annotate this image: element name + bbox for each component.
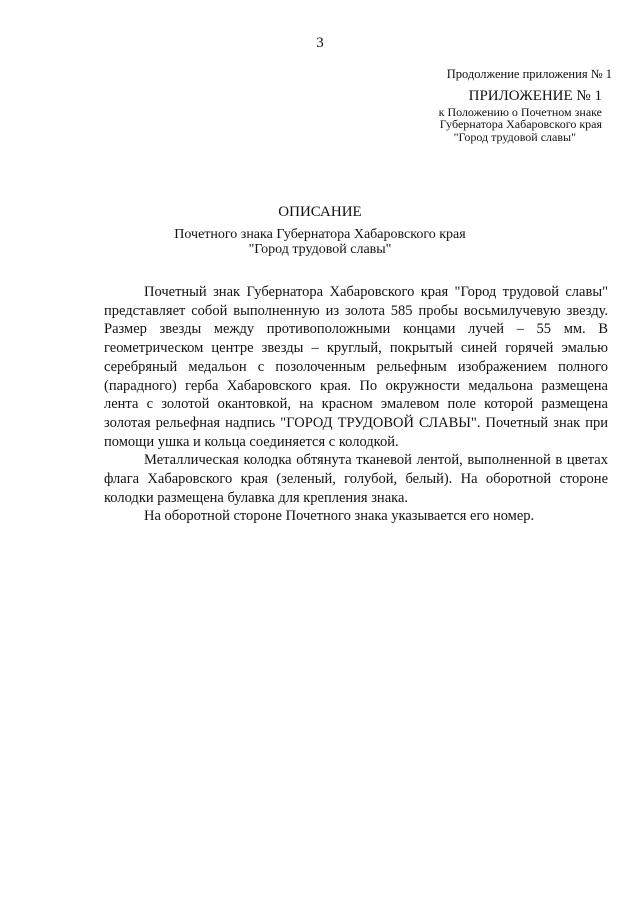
body-paragraph: Почетный знак Губернатора Хабаровского края "Город трудовой славы" представляет собой выполненную из золота 585 пробы восьмилучевую звезду. Размер звезды между противоположными концами лучей – 55 мм. В геометрическом центре звезды – круглый, покрытый синей горячей эмалью серебряный медальон с позолоченным рельефным изображением полного (парадного) герба Хабаровского края. По окружности медальона размещена лента с золотой окантовкой, на красном эмалевом поле которой размещена золотая рельефная надпись "ГОРОД ТРУДОВОЙ СЛАВЫ". Почетный знак при помощи ушка и кольца соединяется с колодкой. — [104, 284, 608, 450]
page-number: 3 — [316, 35, 324, 51]
appendix-subtitle-line: "Город трудовой славы" — [453, 129, 576, 144]
description-body — [104, 283, 608, 526]
appendix-header — [352, 68, 612, 143]
description-heading — [150, 203, 490, 257]
appendix-subtitle-line: к Положению о Почетном знаке — [438, 104, 602, 119]
body-paragraph: Металлическая колодка обтянута тканевой лентой, выполненной в цветах флага Хабаровского края (зеленый, голубой, белый). На оборотной стороне колодки размещена булавка для крепления знака. — [104, 452, 608, 506]
appendix-subtitle-line: Губернатора Хабаровского края — [439, 117, 602, 131]
appendix-title: ПРИЛОЖЕНИЕ № 1 — [468, 87, 602, 104]
body-paragraph: На оборотной стороне Почетного знака указывается его номер. — [144, 508, 535, 525]
appendix-continuation: Продолжение приложения № 1 — [446, 67, 612, 81]
description-subtitle-line: "Город трудовой славы" — [248, 242, 392, 257]
description-title: ОПИСАНИЕ — [278, 204, 362, 220]
description-subtitle-line: Почетного знака Губернатора Хабаровского края — [174, 227, 466, 242]
